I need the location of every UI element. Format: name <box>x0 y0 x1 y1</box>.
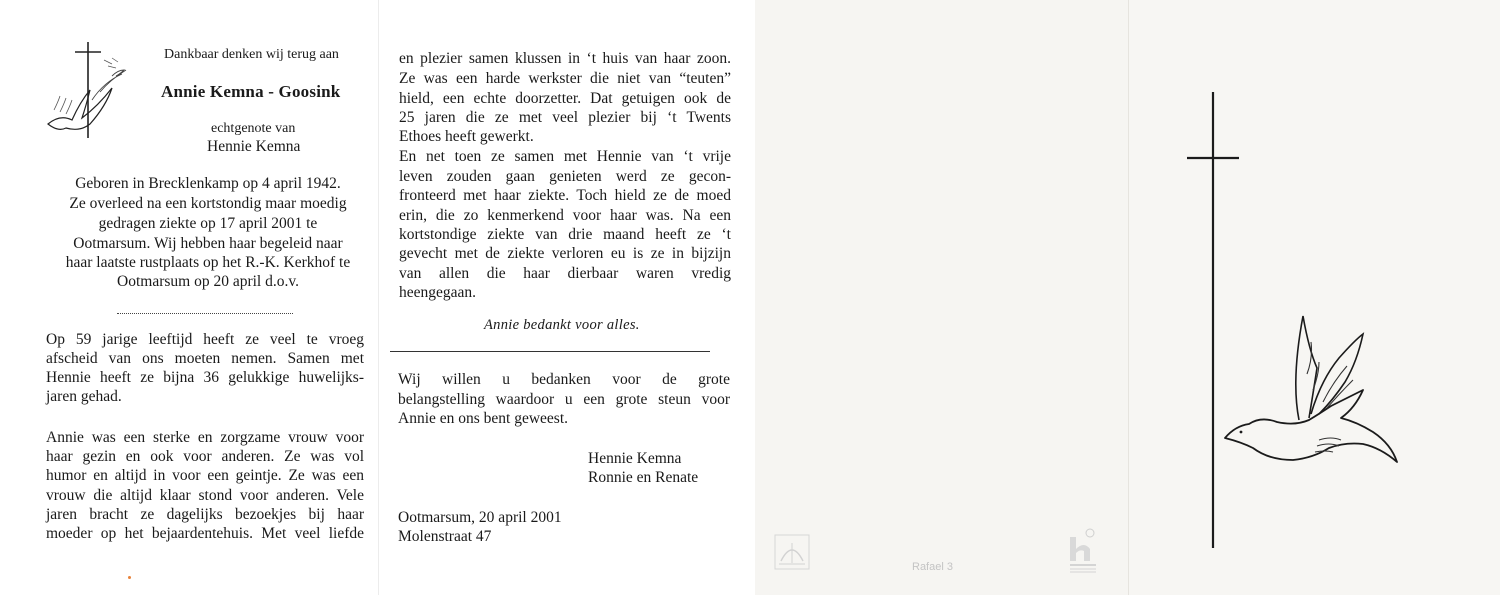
horizontal-rule <box>390 351 710 352</box>
paragraph-line: erin, die zo kenmerkend voor haar was. Na een <box>399 207 731 224</box>
paragraph-line: van allen die haar dierbaar waren vredig <box>399 265 731 282</box>
place-date: Ootmarsum, 20 april 2001 <box>398 509 562 526</box>
thanks-line: belangstelling waardoor u een grote steun voor <box>398 391 730 408</box>
card-panel-middle <box>378 0 755 595</box>
card-panel-front <box>1128 0 1500 595</box>
paragraph-line: Hennie heeft ze bijna 36 gelukkige huwelijks- <box>46 369 364 386</box>
bio-line: gedragen ziekte op 17 april 2001 te <box>98 215 318 232</box>
thanks-line: Wij willen u bedanken voor de grote <box>398 371 730 388</box>
paragraph-line: kortstondige ziekte van drie maand heeft ze ‘t <box>399 226 731 243</box>
card-panel-back <box>755 0 1128 595</box>
spouse-label: echtgenote van <box>211 121 296 136</box>
paragraph-line: gevecht met de ziekte verloren eu is ze in bijzijn <box>399 245 731 262</box>
bio-line: Ootmarsum op 20 april d.o.v. <box>117 273 299 290</box>
dotted-separator <box>117 313 293 314</box>
bio-line: haar laatste rustplaats op het R.-K. Kerkhof te <box>65 254 351 271</box>
thanks-script: Annie bedankt voor alles. <box>484 317 640 333</box>
paragraph-line: leven zouden gaan genieten werd ze gecon- <box>399 168 731 185</box>
bio-line: Geboren in Brecklenkamp op 4 april 1942. <box>75 175 341 192</box>
paragraph-line: Annie was een sterke en zorgzame vrouw voor <box>46 429 364 446</box>
address: Molenstraat 47 <box>398 528 492 545</box>
bio-line: Ootmarsum. Wij hebben haar begeleid naar <box>73 235 343 252</box>
paragraph-line: en plezier samen klussen in ‘t huis van haar zoon. <box>399 50 731 67</box>
paragraph-line: jaren bracht ze dagelijks bezoekjes bij haar <box>46 506 364 523</box>
card-panel-left <box>0 0 378 595</box>
signature-line: Hennie Kemna <box>588 450 682 467</box>
thanks-line: Annie en ons bent geweest. <box>398 410 569 427</box>
cross-dove-icon <box>46 40 136 140</box>
paragraph-line: haar gezin en ook voor anderen. Ze was vol <box>46 448 364 465</box>
paragraph-line: afscheid van ons moeten nemen. Samen met <box>46 350 364 367</box>
signature-line: Ronnie en Renate <box>588 469 699 486</box>
paragraph-line: jaren gehad. <box>46 388 122 405</box>
paragraph-line: Ethoes heeft gewerkt. <box>399 128 534 145</box>
printer-mark-icon <box>1066 527 1100 575</box>
paragraph-line: En net toen ze samen met Hennie van ‘t vrije <box>399 148 731 165</box>
memorial-heading: Dankbaar denken wij terug aan <box>164 47 339 62</box>
publisher-logo-icon <box>773 533 811 571</box>
spouse-name: Hennie Kemna <box>207 138 301 155</box>
paragraph-line: hield, een echte doorzetter. Dat getuigen ook de <box>399 90 731 107</box>
card-imprint: Rafael 3 <box>912 561 953 573</box>
deceased-name: Annie Kemna - Goosink <box>161 82 341 101</box>
paragraph-line: 25 jaren die ze met veel plezier bij ‘t Twents <box>399 109 731 126</box>
paragraph-line: heengegaan. <box>399 284 477 301</box>
paragraph-line: Ze was een harde werkster die niet van “teuten” <box>399 70 731 87</box>
dove-icon <box>1221 310 1401 490</box>
paragraph-line: moeder op het bejaardentehuis. Met veel liefde <box>46 525 364 542</box>
print-speck <box>128 576 131 579</box>
paragraph-line: fronteerd met haar ziekte. Toch hield ze de moed <box>399 187 731 204</box>
paragraph-line: humor en altijd in voor een geintje. Ze was een <box>46 467 364 484</box>
bio-line: Ze overleed na een kortstondig maar moedig <box>69 195 347 212</box>
paragraph-line: Op 59 jarige leeftijd heeft ze veel te vroeg <box>46 331 364 348</box>
paragraph-line: vrouw die altijd klaar stond voor anderen. Vele <box>46 487 364 504</box>
